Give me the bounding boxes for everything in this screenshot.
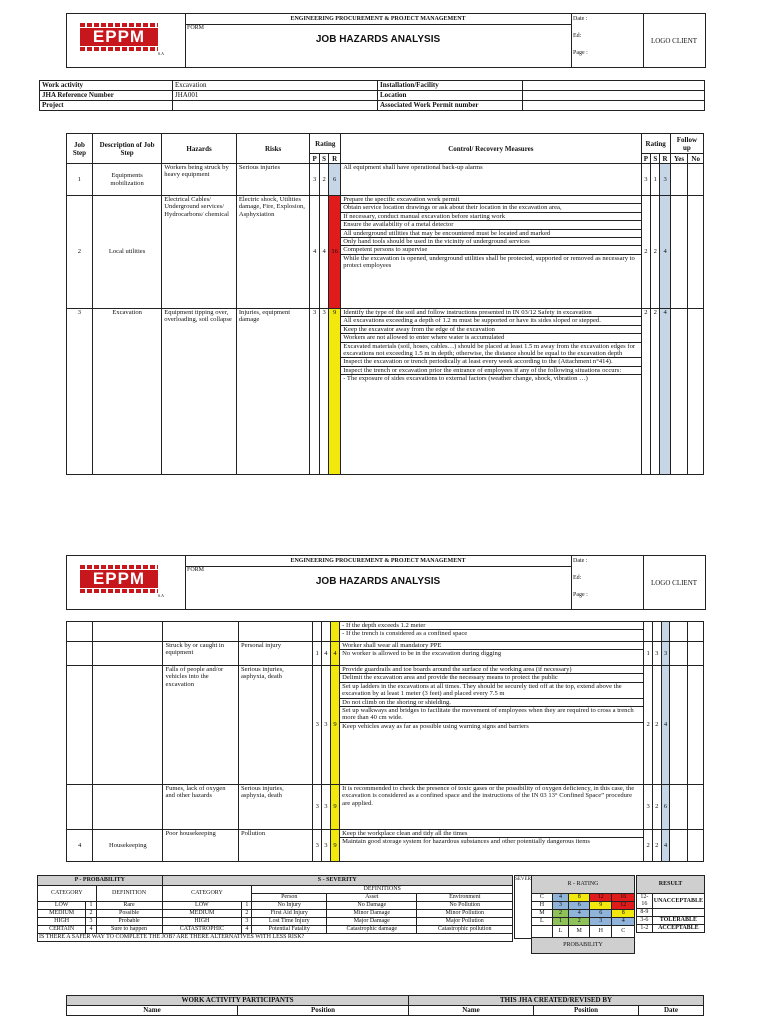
page1-header: [66, 13, 706, 68]
jha-table-page2: [66, 621, 704, 862]
client-logo: LOGO CLIENT: [650, 578, 698, 587]
table-row: 1 Equipments mobilization Workers being struck by heavy equipment Serious injuries 3 2 6 All equipment shall have operational back-up alarms 3 1 3: [67, 164, 704, 196]
jha-table-page1: Job Step Description of Job Step Hazards Risks Rating Control/ Recovery Measures Rating Follow up P S R P S R Yes No 1 Equipments mobilization Workers being struck by heavy equipment Serious injuries 3 2 6 All equipment shall have operational back-up alarms 3 1 3 2 Local utilities Electrical Cables/ Underground services/ Hydrocarbons/ chemical Electric shock, Utilities damage, Fire, Explosion, Asphyxiation 4 4 16 Prepare the specific excavation work permit Obtain service location drawings or ask about their location in the excavation area, If necessary, conduct manual excavation before starting work Ensure the availability of a metal detector All underground utilities that may be encountered must be located and marked Only hand tools should be used in the vicinity of underground services Competent persons to supervise While the excavation is opened, underground utilities shall be protected, supported or removed as necessary to protect employees 2 2 4 3 Excavation Equipment tipping over, overloading, soil collapse Injuries, equipment damage 3 3 9 Identify the type of the soil and follow instructions presented in IN 03/12 Safety in excavation All excavations exceeding a depth of 1.2 m must be supported or have its sides sloped or stepped. Keep the excavator away from the edge of the excavation Workers are not allowed to enter where water is accumulated Excavated materials (soil, hoses, cables…) should be placed at least 1.5 m away from the excavation edges for excavations not exceeding 1.5 m in depth; otherwise, the distance should be equal to the excavation depth Inspect the excavation or trench periodically at least every week according to the (Attachment n°414). Inspect the trench or excavation prior the entrance of employees if any of the following situations occurs: - The exposure of sides excavations to external factors (weather change, shock, vibration …) 2 2 4: [66, 133, 704, 475]
risk-rating-matrix: R - RATING C 4 8 12 16 H 3 6 9 12 M 2 4 6 8 L 1 2 3 4 L M H C PROBABILITY: [531, 875, 635, 954]
page2-header: [66, 555, 706, 610]
table-row: 3 Excavation Equipment tipping over, overloading, soil collapse Injuries, equipment damage 3 3 9 Identify the type of the soil and follow instructions presented in IN 03/12 Safety in excavation All excavations exceeding a depth of 1.2 m must be supported or have its sides sloped or stepped. Keep the excavator away from the edge of the excavation Workers are not allowed to enter where water is accumulated Excavated materials (soil, hoses, cables…) should be placed at least 1.5 m away from the excavation edges for excavations not exceeding 1.5 m in depth; otherwise, the distance should be equal to the excavation depth Inspect the excavation or trench periodically at least every week according to the (Attachment n°414). Inspect the trench or excavation prior the entrance of employees if any of the following situations occurs: - The exposure of sides excavations to external factors (weather change, shock, vibration …) 2 2 4: [67, 309, 704, 475]
meta-block: Date : Ed: Page :: [571, 556, 644, 609]
org-name: ENGINEERING PROCUREMENT & PROJECT MANAGEMENT: [185, 556, 571, 567]
table-row: 4 Housekeeping Poor housekeeping Pollution 3 3 9 Keep the workplace clean and tidy all the times Maintain good storage system for hazardous substances and other potentially dangerous items 2 2 4: [67, 830, 704, 862]
table-row: - If the depth exceeds 1.2 meter - If the trench is considered as a confined space: [67, 622, 704, 642]
severity-probability-legend: P - PROBABILITY S - SEVERITY CATEGORY DEFINITION CATEGORY DEFINITIONS Person Asset Environment LOW 1 Rare LOW 1 No Injury No Damage No Pollution MEDIUM 2 Possible MEDIUM 2 First Aid Injury Minor Damage Minor Pollution HIGH 3 Probable HIGH 3 Lost Time Injury Major Damage Major Pollution CERTAIN 4 Sure to happen CATASTROPHIC 4 Potential Fatality Catastrophic damage Catastrophic pollution IS THERE A SAFER WAY TO COMPLETE THE JOB? ARE THERE ALTERNATIVES WITH LESS RISK?: [37, 875, 513, 942]
info-table: Work activity Excavation Installation/Facility JHA Reference Number JHA001 Location Project Associated Work Permit number: [39, 80, 705, 111]
result-legend: RESULT 12-16 UNACCEPTABLE 8-9 3-6 TOLERABLE 1-2 ACCEPTABLE: [636, 875, 705, 933]
company-logo: EPPM S.A: [67, 556, 186, 609]
company-logo: EPPM S.A: [67, 14, 186, 67]
document-title: JOB HAZARDS ANALYSIS: [315, 34, 441, 45]
signoff-table: WORK ACTIVITY PARTICIPANTS THIS JHA CREATED/REVISED BY Name Position Name Position Date: [66, 995, 704, 1016]
document-title: JOB HAZARDS ANALYSIS: [315, 576, 441, 587]
severity-side-label: SEVER: [514, 875, 532, 939]
form-label: FORM: [187, 25, 205, 31]
table-row: Falls of people and/or vehicles into the excavation Serious injuries, asphyxia, death 3 3 9 Provide guardrails and toe boards around the surface of the working area (if necessary) Delimit the excavation area and provide the necessary means to protect the public Set up ladders in the excavations at all times. They should be securely tied off at the top, extend above the excavation by at least 1 meter (3 feet) and placed every 7.5 m Do not climb on the shoring or shielding. Set up walkways and bridges to facilitate the movement of employees when they are required to cross a trench more than 40 cm wide. Keep vehicles away as far as possible using warning signs and barriers 2 2 4: [67, 666, 704, 785]
meta-block: Date : Ed: Page :: [571, 14, 644, 67]
table-row: 2 Local utilities Electrical Cables/ Underground services/ Hydrocarbons/ chemical Electric shock, Utilities damage, Fire, Explosion, Asphyxiation 4 4 16 Prepare the specific excavation work permit Obtain service location drawings or ask about their location in the excavation area, If necessary, conduct manual excavation before starting work Ensure the availability of a metal detector All underground utilities that may be encountered must be located and marked Only hand tools should be used in the vicinity of underground services Competent persons to supervise While the excavation is opened, underground utilities shall be protected, supported or removed as necessary to protect employees 2 2 4: [67, 196, 704, 309]
org-name: ENGINEERING PROCUREMENT & PROJECT MANAGEMENT: [185, 14, 571, 25]
table-row: Fumes, lack of oxygen and other hazards Serious injuries, asphyxia, death 3 3 9 It is recommended to check the presence of toxic gases or the possibility of oxygen deficiency, in this case, the excavation is considered as a confined space and the instructions of the IN 03 13° Confined Space” procedure are applied. 3 2 6: [67, 785, 704, 830]
client-logo: LOGO CLIENT: [650, 36, 698, 45]
form-label: FORM: [187, 567, 205, 573]
table-row: Struck by or caught in equipment Personal injury 1 4 4 Worker shall wear all mandatory PPE No worker is allowed to be in the excavation during digging 1 3 3: [67, 642, 704, 666]
safer-way-question: IS THERE A SAFER WAY TO COMPLETE THE JOB? ARE THERE ALTERNATIVES WITH LESS RISK?: [38, 934, 513, 942]
